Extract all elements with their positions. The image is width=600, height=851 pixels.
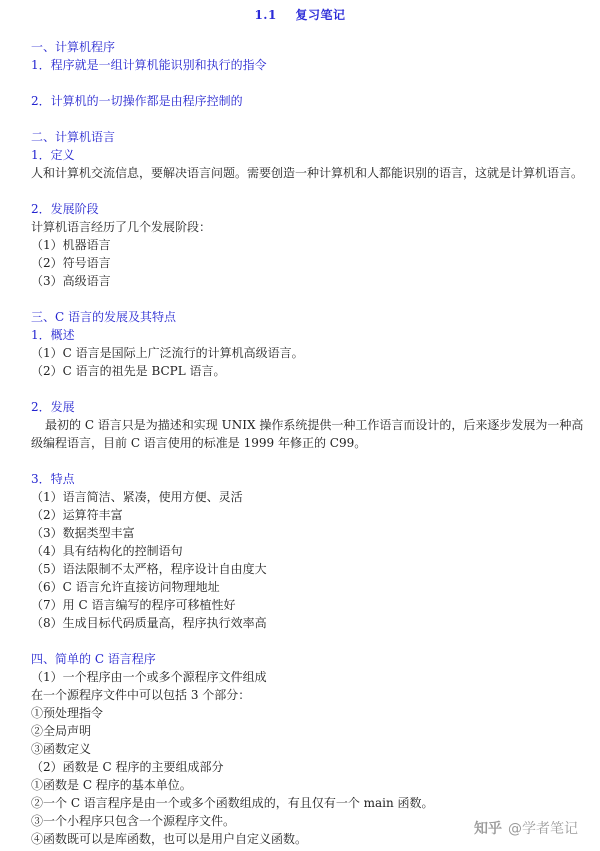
section-2-1-text: 人和计算机交流信息，要解决语言问题。需要创造一种计算机和人都能识别的语言，这就是计算机语言。 [31, 166, 584, 180]
list-item: ①预处理指令 [31, 706, 104, 720]
section-4-point-2: （2）函数是 C 程序的主要组成部分 [31, 760, 224, 774]
section-3-title: 三、C 语言的发展及其特点 [31, 310, 176, 324]
list-item: （5）语法限制不太严格，程序设计自由度大 [31, 562, 267, 576]
list-item: （7）用 C 语言编写的程序可移植性好 [31, 598, 236, 612]
watermark-brand: 知乎 [474, 821, 502, 837]
notes-body [31, 38, 591, 848]
section-3-1-title: 1．概述 [31, 328, 75, 342]
watermark-author: @学者笔记 [508, 821, 578, 837]
section-4-point-1: （1）一个程序由一个或多个源程序文件组成 [31, 670, 267, 684]
list-item: （6）C 语言允许直接访问物理地址 [31, 580, 220, 594]
section-1-point-2: 2．计算机的一切操作都是由程序控制的 [31, 94, 243, 108]
section-number: 1.1 [254, 8, 277, 22]
list-item: （4）具有结构化的控制语句 [31, 544, 183, 558]
list-item: （2）符号语言 [31, 256, 111, 270]
list-item: （2）C 语言的祖先是 BCPL 语言。 [31, 364, 226, 378]
list-item: ③函数定义 [31, 742, 92, 756]
list-item: （1）C 语言是国际上广泛流行的计算机高级语言。 [31, 346, 304, 360]
section-2-1-title: 1．定义 [31, 148, 75, 162]
list-item: （3）高级语言 [31, 274, 111, 288]
list-item: ③一个小程序只包含一个源程序文件。 [31, 814, 236, 828]
list-item: ②一个 C 语言程序是由一个或多个函数组成的，有且仅有一个 main 函数。 [31, 796, 434, 810]
section-2-2-intro: 计算机语言经历了几个发展阶段： [31, 220, 212, 234]
list-item: ①函数是 C 程序的基本单位。 [31, 778, 192, 792]
section-title: 复习笔记 [295, 8, 346, 22]
section-4-point-1-intro: 在一个源程序文件中可以包括 3 个部分： [31, 688, 251, 702]
section-heading [0, 6, 600, 23]
section-3-2-title: 2．发展 [31, 400, 75, 414]
list-item: （8）生成目标代码质量高，程序执行效率高 [31, 616, 267, 630]
list-item: （2）运算符丰富 [31, 508, 123, 522]
section-1-title: 一、计算机程序 [31, 40, 116, 54]
list-item: ②全局声明 [31, 724, 92, 738]
list-item: ④函数既可以是库函数，也可以是用户自定义函数。 [31, 832, 308, 846]
list-item: （3）数据类型丰富 [31, 526, 135, 540]
section-4-title: 四、简单的 C 语言程序 [31, 652, 156, 666]
section-3-2-text: 最初的 C 语言只是为描述和实现 UNIX 操作系统提供一种工作语言而设计的，后来逐步发展为一种高级编程语言，目前 C 语言使用的标准是 1999 年修正的 C99。 [31, 418, 584, 450]
section-3-3-title: 3．特点 [31, 472, 75, 486]
list-item: （1）机器语言 [31, 238, 111, 252]
section-1-point-1: 1．程序就是一组计算机能识别和执行的指令 [31, 58, 267, 72]
section-2-2-title: 2．发展阶段 [31, 202, 99, 216]
watermark [474, 818, 578, 838]
section-2-title: 二、计算机语言 [31, 130, 116, 144]
list-item: （1）语言简洁、紧凑，使用方便、灵活 [31, 490, 243, 504]
